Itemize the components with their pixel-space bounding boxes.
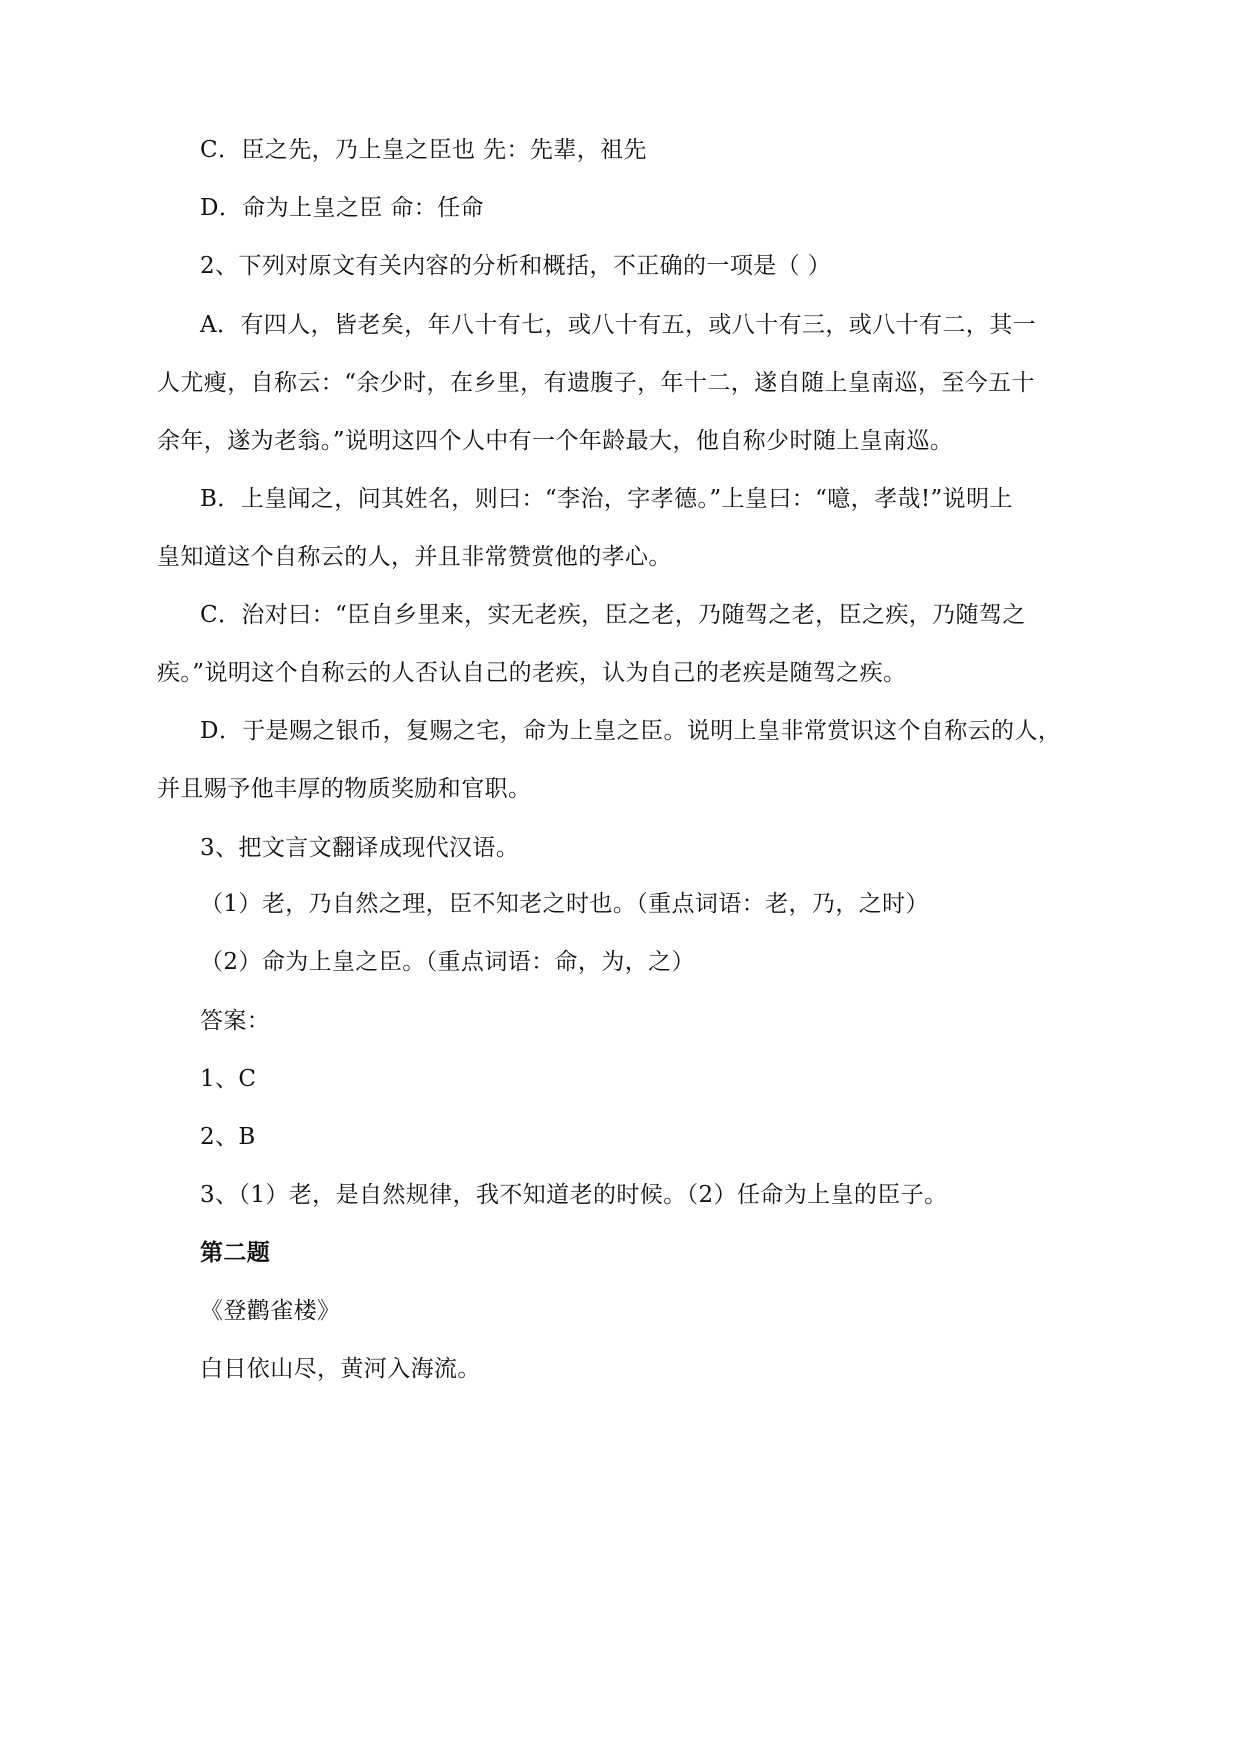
q2-option-d-line2: 并且赐予他丰厚的物质奖励和官职。	[157, 776, 532, 802]
answer-2: 2、B	[200, 1124, 256, 1150]
answer-3: 3、（1）老，是自然规律，我不知道老的时候。（2）任命为上皇的臣子。	[200, 1182, 948, 1208]
q2-option-a-line1: A．有四人，皆老矣，年八十有七，或八十有五，或八十有三，或八十有二，其一	[200, 312, 1037, 338]
poem-title: 《登鹳雀楼》	[200, 1298, 341, 1324]
q2-option-b-line1: B．上皇闻之，问其姓名，则曰：“李治，字孝德。”上皇曰：“噫，孝哉!”说明上	[200, 486, 1013, 512]
q2-stem: 2、下列对原文有关内容的分析和概括，不正确的一项是（ ）	[200, 253, 832, 279]
q2-option-d-line1: D．于是赐之银币，复赐之宅，命为上皇之臣。说明上皇非常赏识这个自称云的人，	[200, 718, 1062, 744]
q2-option-b-line2: 皇知道这个自称云的人，并且非常赞赏他的孝心。	[157, 544, 672, 570]
answers-label: 答案：	[200, 1008, 271, 1034]
answer-1: 1、C	[200, 1066, 257, 1092]
poem-line-1: 白日依山尽，黄河入海流。	[200, 1356, 481, 1382]
q1-option-d: D．命为上皇之臣 命：任命	[200, 195, 484, 221]
q2-option-c-line2: 疾。”说明这个自称云的人否认自己的老疾，认为自己的老疾是随驾之疾。	[157, 660, 907, 686]
q2-option-c-line1: C．治对曰：“臣自乡里来，实无老疾，臣之老，乃随驾之老，臣之疾，乃随驾之	[200, 602, 1026, 628]
q1-option-c: C．臣之先，乃上皇之臣也 先：先辈，祖先	[200, 137, 647, 163]
q3-stem: 3、把文言文翻译成现代汉语。	[200, 835, 520, 861]
q2-option-a-line2: 人尤瘦，自称云：“余少时，在乡里，有遗腹子，年十二，遂自随上皇南巡，至今五十	[157, 370, 1035, 396]
q2-option-a-line3: 余年，遂为老翁。”说明这四个人中有一个年龄最大，他自称少时随上皇南巡。	[157, 428, 954, 454]
section-heading: 第二题	[200, 1239, 271, 1266]
q3-item-2: （2）命为上皇之臣。（重点词语：命，为，之）	[200, 949, 695, 975]
q3-item-1: （1）老，乃自然之理，臣不知老之时也。（重点词语：老，乃，之时）	[200, 891, 929, 917]
